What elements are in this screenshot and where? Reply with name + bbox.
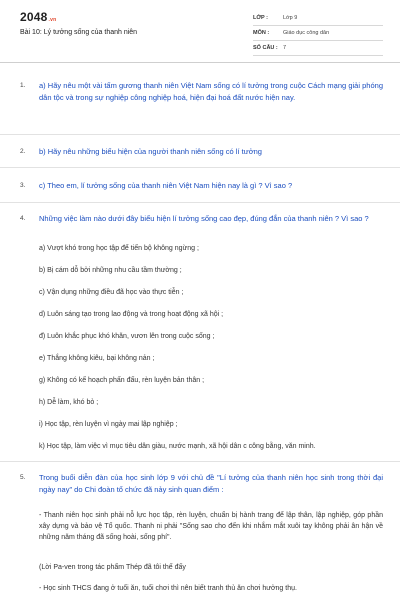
question-item <box>0 168 400 203</box>
question-item <box>0 135 400 168</box>
lesson-title: Bài 10: Lý tưởng sống của thanh niên <box>20 29 138 36</box>
question-text: b) Hãy nêu những biểu hiện của người thanh niên sống có lí tưởng <box>39 147 262 156</box>
meta-label: SỐ CÂU : <box>253 45 278 51</box>
question-number: 5. <box>20 474 26 481</box>
question-number: 3. <box>20 182 26 189</box>
meta-label: MÔN : <box>253 30 270 36</box>
meta-table <box>253 11 383 56</box>
meta-value: Giáo dục công dân <box>283 30 330 36</box>
answer-option: - Thanh niên học sinh phải nỗ lực học tập, rèn luyện, chuẩn bị hành trang để lập thân, lập nghiệp, góp phần xây dựng và bảo vệ Tổ quốc. Thanh ni phải "Sống sao cho đến khi nhắm mắt xuôi tay không phải ân hận về những năm tháng đã sống hoài, sống phí". <box>39 512 383 541</box>
header-divider <box>0 62 400 63</box>
page-header <box>0 0 400 62</box>
logo-text: 2048 <box>20 10 48 24</box>
meta-value: Lớp 9 <box>283 15 298 21</box>
answer-option: a) Vượt khó trong học tập để tiến bộ không ngừng ; <box>39 245 199 252</box>
question-item <box>0 64 400 135</box>
site-logo[interactable] <box>20 10 56 24</box>
question-text: c) Theo em, lí tưởng sống của thanh niên Việt Nam hiện nay là gì ? Vì sao ? <box>39 181 293 190</box>
answer-option: c) Vận dụng những điều đã học vào thực tiễn ; <box>39 289 184 296</box>
logo-domain: .vn <box>48 17 57 23</box>
answer-option: e) Thắng không kiêu, bại không nản ; <box>39 355 155 362</box>
meta-row-subject <box>253 26 383 41</box>
meta-value: 7 <box>283 45 287 51</box>
question-text: Những việc làm nào dưới đây biểu hiện lí tưởng sống cao đẹp, đúng đắn của thanh niên ? Vì sao ? <box>39 214 369 223</box>
answer-option: g) Không có kế hoạch phấn đấu, rèn luyện bản thân ; <box>39 377 205 384</box>
question-number: 2. <box>20 148 26 155</box>
answer-option: i) Học tập, rèn luyện vì ngày mai lập nghiệp ; <box>39 421 178 428</box>
question-text: Trong buổi diễn đàn của học sinh lớp 9 với chủ đề "Lí tưởng của thanh niên học sinh trong thời đại ngày nay" do Chi đoàn tổ chức đã nảy sinh quan điểm : <box>39 473 383 495</box>
answer-option: d) Luôn sáng tạo trong lao động và trong hoạt động xã hội ; <box>39 311 224 318</box>
meta-row-class <box>253 11 383 26</box>
question-number: 4. <box>20 215 26 222</box>
question-item <box>0 462 400 600</box>
answer-option: - Học sinh THCS đang ở tuổi ăn, tuổi chơi thì nên biết tranh thủ ăn chơi hưởng thụ. <box>39 585 297 592</box>
answer-option: b) Bị cám dỗ bởi những nhu cầu tầm thường ; <box>39 267 182 274</box>
meta-label: LỚP : <box>253 15 268 21</box>
meta-row-count <box>253 41 383 56</box>
question-number: 1. <box>20 82 26 89</box>
question-item <box>0 203 400 462</box>
answer-option: h) Dễ làm, khó bỏ ; <box>39 399 99 406</box>
answer-option: (Lời Pa-ven trong tác phẩm Thép đã tôi thế đấy <box>39 564 186 571</box>
answer-option: k) Học tập, làm việc vì mục tiêu dân giàu, nước mạnh, xã hội dân c công bằng, văn minh. <box>39 443 316 450</box>
question-list <box>0 64 400 600</box>
question-text: a) Hãy nêu một vài tấm gương thanh niên Việt Nam sống có lí tưởng trong cuộc Cách mạng giải phóng dân tộc và trong sự nghiệp công nghiệp hoá, hiện đại hoá đất nước hiện nay. <box>39 81 383 103</box>
answer-option: đ) Luôn khắc phục khó khăn, vươn lên trong cuộc sống ; <box>39 333 215 340</box>
